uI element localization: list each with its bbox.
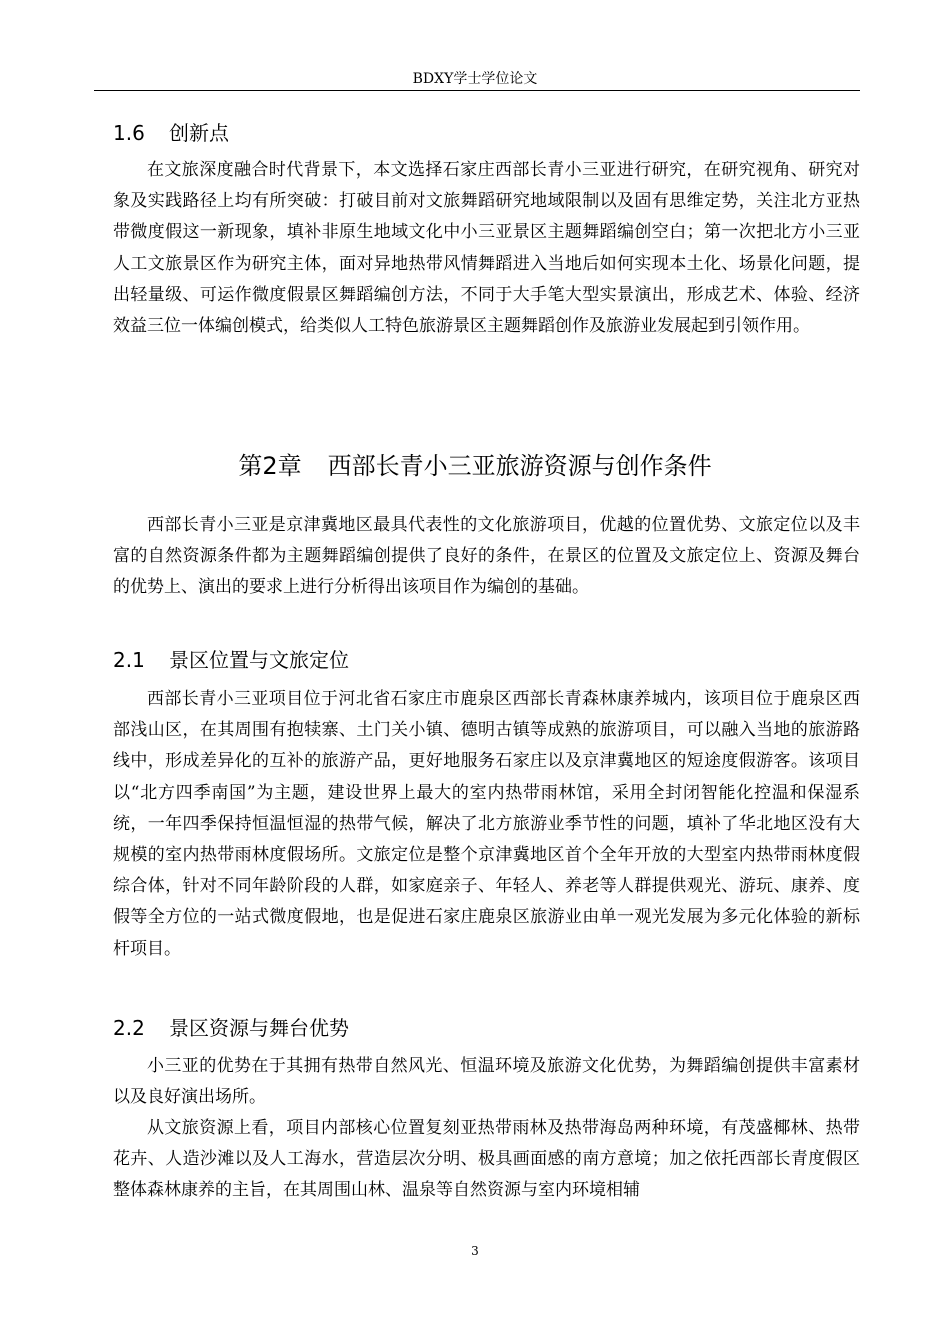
section-number: 1.6: [113, 121, 145, 145]
section-heading-1-6: [113, 117, 229, 146]
section-title: 景区位置与文旅定位: [169, 648, 349, 672]
page-number: 3: [471, 1244, 479, 1258]
section-number: 2.1: [113, 648, 145, 672]
section-heading-2-1: [113, 644, 349, 673]
paragraph-resources: 从文旅资源上看，项目内部核心位置复刻亚热带雨林及热带海岛两种环境，有茂盛椰林、热带花卉、人造沙滩以及人工海水，营造层次分明、极具画面感的南方意境；加之依托西部长青度假区整体森林康养的主旨，在其周围山林、温泉等自然资源与室内环境相辅: [113, 1118, 860, 1201]
section-title: 创新点: [169, 121, 229, 145]
paragraph-innovation: 在文旅深度融合时代背景下，本文选择石家庄西部长青小三亚进行研究，在研究视角、研究对象及实践路径上均有所突破：打破目前对文旅舞蹈研究地域限制以及固有思维定势，关注北方亚热带微度假这一新现象，填补非原生地域文化中小三亚景区主题舞蹈编创空白；第一次把北方小三亚人工文旅景区作为研究主体，面对异地热带风情舞蹈进入当地后如何实现本土化、场景化问题，提出轻量级、可运作微度假景区舞蹈编创方法，不同于大手笔大型实景演出，形成艺术、体验、经济效益三位一体编创模式，给类似人工特色旅游景区主题舞蹈创作及旅游业发展起到引领作用。: [113, 160, 860, 337]
header-rule: [94, 90, 860, 91]
section-number: 2.2: [113, 1016, 145, 1040]
paragraph-chapter-intro: 西部长青小三亚是京津冀地区最具代表性的文化旅游项目，优越的位置优势、文旅定位以及丰富的自然资源条件都为主题舞蹈编创提供了良好的条件，在景区的位置及文旅定位上、资源及舞台的优势上、演出的要求上进行分析得出该项目作为编创的基础。: [113, 515, 860, 598]
section-title: 景区资源与舞台优势: [169, 1016, 349, 1040]
chapter-title: 西部长青小三亚旅游资源与创作条件: [327, 452, 712, 480]
chapter-number: 第2章: [238, 452, 302, 480]
paragraph-advantages: 小三亚的优势在于其拥有热带自然风光、恒温环境及旅游文化优势，为舞蹈编创提供丰富素材以及良好演出场所。: [113, 1056, 860, 1108]
running-header: BDXY学士学位论文: [412, 71, 538, 87]
paragraph-location: 西部长青小三亚项目位于河北省石家庄市鹿泉区西部长青森林康养城内，该项目位于鹿泉区西部浅山区，在其周围有抱犊寨、土门关小镇、德明古镇等成熟的旅游项目，可以融入当地的旅游路线中，形成差异化的互补的旅游产品，更好地服务石家庄以及京津冀地区的短途度假游客。该项目以“北方四季南国”为主题，建设世界上最大的室内热带雨林馆，采用全封闭智能化控温和保湿系统，一年四季保持恒温恒湿的热带气候，解决了北方旅游业季节性的问题，填补了华北地区没有大规模的室内热带雨林度假场所。文旅定位是整个京津冀地区首个全年开放的大型室内热带雨林度假综合体，针对不同年龄阶段的人群，如家庭亲子、年轻人、养老等人群提供观光、游玩、康养、度假等全方位的一站式微度假地，也是促进石家庄鹿泉区旅游业由单一观光发展为多元化体验的新标杆项目。: [113, 689, 860, 959]
chapter-heading-2: [0, 446, 950, 481]
section-heading-2-2: [113, 1012, 349, 1041]
